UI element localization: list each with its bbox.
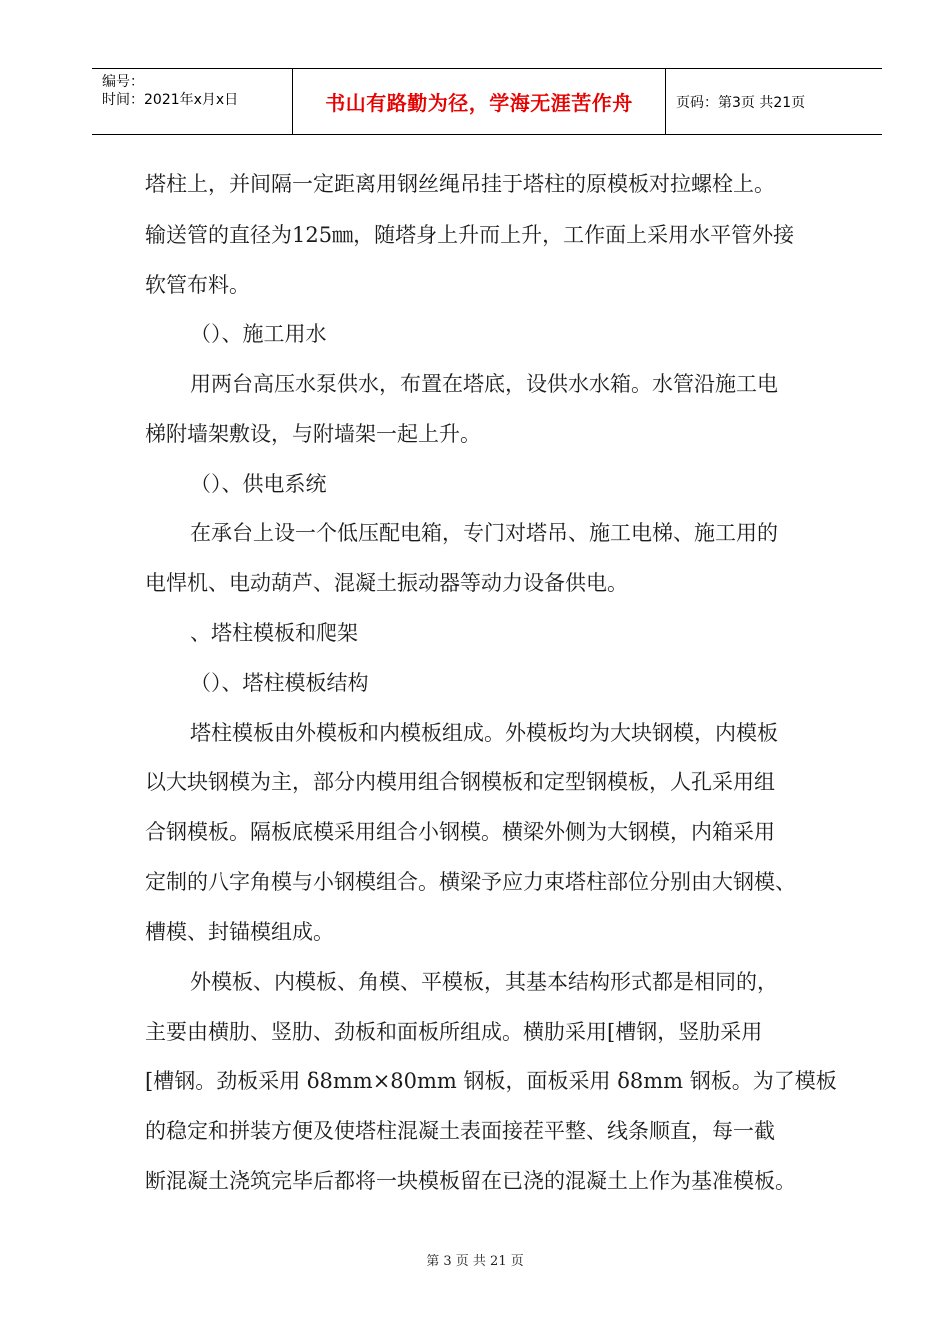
body-line: 的稳定和拼装方便及使塔柱混凝土表面接茬平整、线条顺直，每一截: [145, 1119, 775, 1143]
body-line: 塔柱上，并间隔一定距离用钢丝绳吊挂于塔柱的原模板对拉螺栓上。: [145, 172, 775, 196]
body-line: 塔柱模板由外模板和内模板组成。外模板均为大块钢模，内模板: [190, 721, 778, 745]
body-line: 在承台上设一个低压配电箱，专门对塔吊、施工电梯、施工用的: [190, 521, 778, 545]
body-line: 梯附墙架敷设，与附墙架一起上升。: [145, 422, 481, 446]
section-heading: （）、供电系统: [190, 472, 327, 496]
body-line: 槽模、封锚模组成。: [145, 920, 334, 944]
header-meta: [92, 69, 293, 134]
body-line: 主要由横肋、竖肋、劲板和面板所组成。横肋采用[槽钢，竖肋采用: [145, 1020, 763, 1044]
body-line: 软管布料。: [145, 273, 250, 297]
body-line: 定制的八字角模与小钢模组合。横梁予应力束塔柱部位分别由大钢模、: [145, 870, 796, 894]
header-page-label: 页码：第3页 共21页: [676, 94, 806, 111]
section-heading: （）、施工用水: [190, 322, 327, 346]
section-heading: （）、塔柱模板结构: [190, 671, 369, 695]
section-heading: 、塔柱模板和爬架: [190, 621, 358, 645]
body-line: [槽钢。劲板采用 δ8mm×80mm 钢板，面板采用 δ8mm 钢板。为了模板: [145, 1069, 837, 1093]
body-line: 合钢模板。隔板底模采用组合小钢模。横梁外侧为大钢模，内箱采用: [145, 820, 775, 844]
body-line: 用两台高压水泵供水，布置在塔底，设供水水箱。水管沿施工电: [190, 372, 778, 396]
body-line: 电悍机、电动葫芦、混凝土振动器等动力设备供电。: [145, 571, 628, 595]
number-label: 编号：: [102, 74, 144, 90]
page-footer: 第 3 页 共 21 页: [426, 1254, 524, 1269]
header-motto: 书山有路勤为径，学海无涯苦作舟: [293, 69, 666, 134]
body-line: 外模板、内模板、角模、平模板，其基本结构形式都是相同的，: [190, 970, 778, 994]
body-line: 以大块钢模为主，部分内模用组合钢模板和定型钢模板，人孔采用组: [145, 770, 775, 794]
body-line: 输送管的直径为125㎜，随塔身上升而上升，工作面上采用水平管外接: [145, 223, 795, 247]
time-label: 时间：2021年x月x日: [102, 92, 239, 108]
page-header: [92, 68, 882, 135]
body-line: 断混凝土浇筑完毕后都将一块模板留在已浇的混凝土上作为基准模板。: [145, 1169, 796, 1193]
